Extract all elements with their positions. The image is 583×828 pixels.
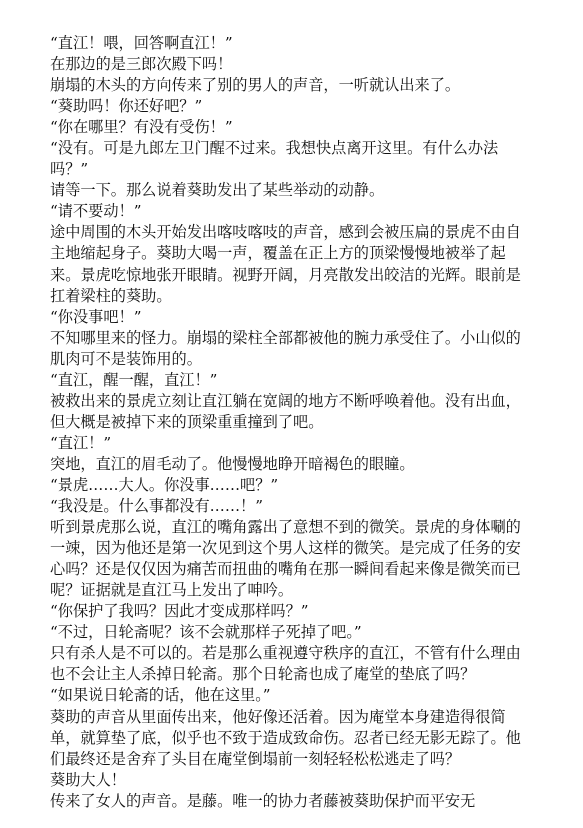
- paragraph: “请不要动！”: [50, 202, 142, 221]
- paragraph: 不知哪里来的怪力。崩塌的梁柱全部都被他的腕力承受住了。小山似的肌肉可不是装饰用的。: [50, 328, 521, 368]
- paragraph: “如果说日轮斋的话，他在这里。”: [50, 686, 271, 705]
- paragraph: 只有杀人是不可以的。若是那么重视遵守秩序的直江，不管有什么理由也不会让主人杀掉日轮斋。那个日轮斋也成了庵堂的垫底了吗？: [50, 644, 521, 684]
- paragraph: “葵助吗！你还好吧？”: [50, 97, 203, 116]
- paragraph: “景虎……大人。你没事……吧？”: [50, 475, 279, 494]
- paragraph: “你没事吧！”: [50, 307, 142, 326]
- paragraph: 听到景虎那么说，直江的嘴角露出了意想不到的微笑。景虎的身体唰的一竦，因为他还是第一次见到这个男人这样的微笑。是完成了任务的安心吗？还是仅仅因为痛苦而扭曲的嘴角在那一瞬间看起来像是微笑而已呢？证据就是直江马上发出了呻吟。: [50, 518, 521, 600]
- paragraph: 崩塌的木头的方向传来了别的男人的声音，一听就认出来了。: [50, 76, 461, 95]
- paragraph: “不过，日轮斋呢？该不会就那样子死掉了吧。”: [50, 623, 362, 642]
- paragraph: 葵助大人！: [50, 770, 126, 789]
- paragraph: 传来了女人的声音。是藤。唯一的协力者藤被葵助保护而平安无: [50, 791, 476, 810]
- paragraph: 被救出来的景虎立刻让直江躺在宽阔的地方不断呼唤着他。没有出血，但大概是被掉下来的顶梁重重撞到了吧。: [50, 391, 521, 431]
- paragraph: 在那边的是三郎次殿下吗！: [50, 55, 233, 74]
- paragraph: “没有。可是九郎左卫门醒不过来。我想快点离开这里。有什么办法吗？”: [50, 139, 499, 179]
- paragraph: “直江！喂，回答啊直江！”: [50, 34, 233, 52]
- paragraph: 突地，直江的眉毛动了。他慢慢地睁开暗褐色的眼瞳。: [50, 454, 415, 473]
- paragraph: 途中周围的木头开始发出喀吱喀吱的声音，感到会被压扁的景虎不由自主地缩起身子。葵助大喝一声，覆盖在正上方的顶梁慢慢地被举了起来。景虎吃惊地张开眼睛。视野开阔，月亮散发出皎洁的光辉。眼前是扛着梁柱的葵助。: [50, 223, 521, 305]
- paragraph: 葵助的声音从里面传出来，他好像还活着。因为庵堂本身建造得很简单，就算垫了底，似乎也不致于造成致命伤。忍者已经无影无踪了。他们最终还是舍弃了头目在庵堂倒塌前一刻轻轻松松逃走了吗？: [50, 707, 521, 768]
- paragraph: “我没是。什么事都没有……！”: [50, 497, 263, 516]
- paragraph: “你保护了我吗？因此才变成那样吗？”: [50, 602, 309, 621]
- paragraph: “直江！”: [50, 433, 112, 452]
- paragraph: “直江，醒一醒，直江！”: [50, 370, 218, 389]
- body-text: [50, 33, 528, 812]
- paragraph: “你在哪里？有没有受伤！”: [50, 118, 233, 137]
- paragraph: 请等一下。那么说着葵助发出了某些举动的动静。: [50, 181, 385, 200]
